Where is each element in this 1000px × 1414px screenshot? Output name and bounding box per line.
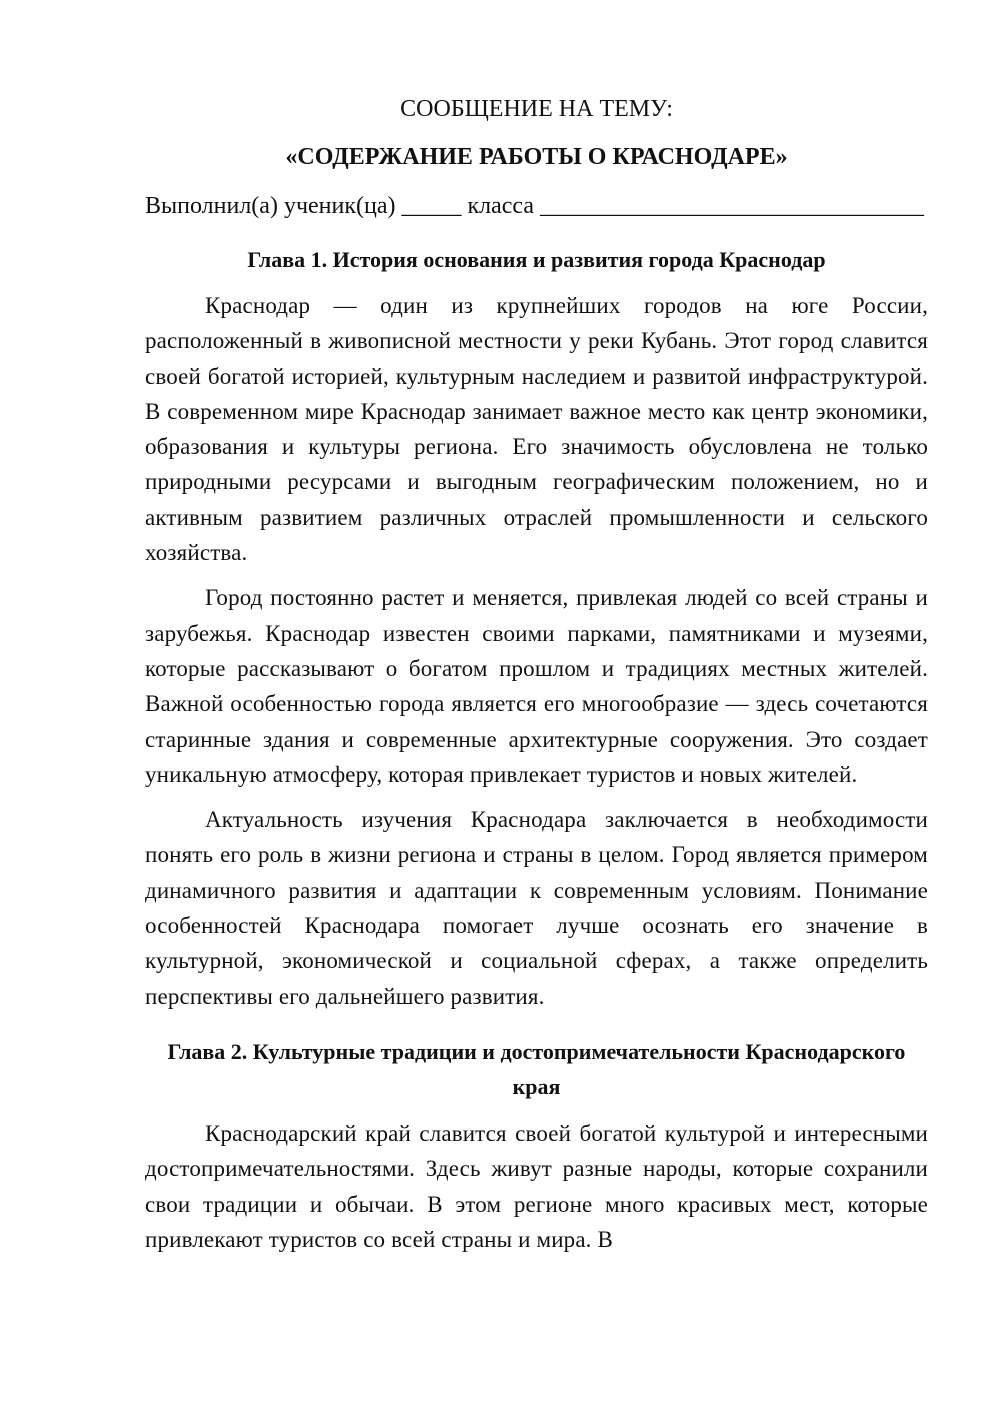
chapter-1-paragraph-3: Актуальность изучения Краснодара заключается в необходимости понять его роль в жизни региона и страны в целом. Город является примером динамичного развития и адаптации к современным условиям. Понимание особенностей Краснодара помогает лучше осознать его значение в культурной, экономической и социальной сферах, а также определить перспективы его дальнейшего развития. — [145, 807, 928, 1009]
chapter-1-paragraph-2: Город постоянно растет и меняется, привлекая людей со всей страны и зарубежья. Краснодар известен своими парками, памятниками и музеями, которые рассказывают о богатом прошлом и традициях местных жителей. Важной особенностью города является его многообразие — здесь сочетаются старинные здания и современные архитектурные сооружения. Это создает уникальную атмосферу, которая привлекает туристов и новых жителей. — [145, 585, 928, 787]
chapter-2-paragraph-1: Краснодарский край славится своей богатой культурой и интересными достопримечательностями. Здесь живут разные народы, которые сохранили свои традиции и обычаи. В этом регионе много красивых мест, которые привлекают туристов со всей страны и мира. В — [145, 1120, 928, 1252]
document-title-line-2: «СОДЕРЖАНИЕ РАБОТЫ О КРАСНОДАРЕ» — [285, 144, 788, 170]
chapter-1-paragraph-1: Краснодар — один из крупнейших городов на юге России, расположенный в живописной местности у реки Кубань. Этот город славится своей богатой историей, культурным наследием и развитой инфраструктурой. В современном мире Краснодар занимает важное место как центр экономики, образования и культуры региона. Его значимость обусловлена не только природными ресурсами и выгодным географическим положением, но и активным развитием различных отраслей промышленности и сельского хозяйства. — [145, 293, 928, 566]
chapter-2-heading: Глава 2. Культурные традиции и достопримечательности Краснодарского края — [167, 1038, 906, 1099]
signature-line: Выполнил(а) ученик(ца) _____ класса ________________________________ — [145, 193, 925, 219]
chapter-1-heading: Глава 1. История основания и развития города Краснодар — [247, 247, 826, 272]
document-title-line-1: СООБЩЕНИЕ НА ТЕМУ: — [400, 96, 673, 122]
document-page — [145, 92, 928, 1257]
